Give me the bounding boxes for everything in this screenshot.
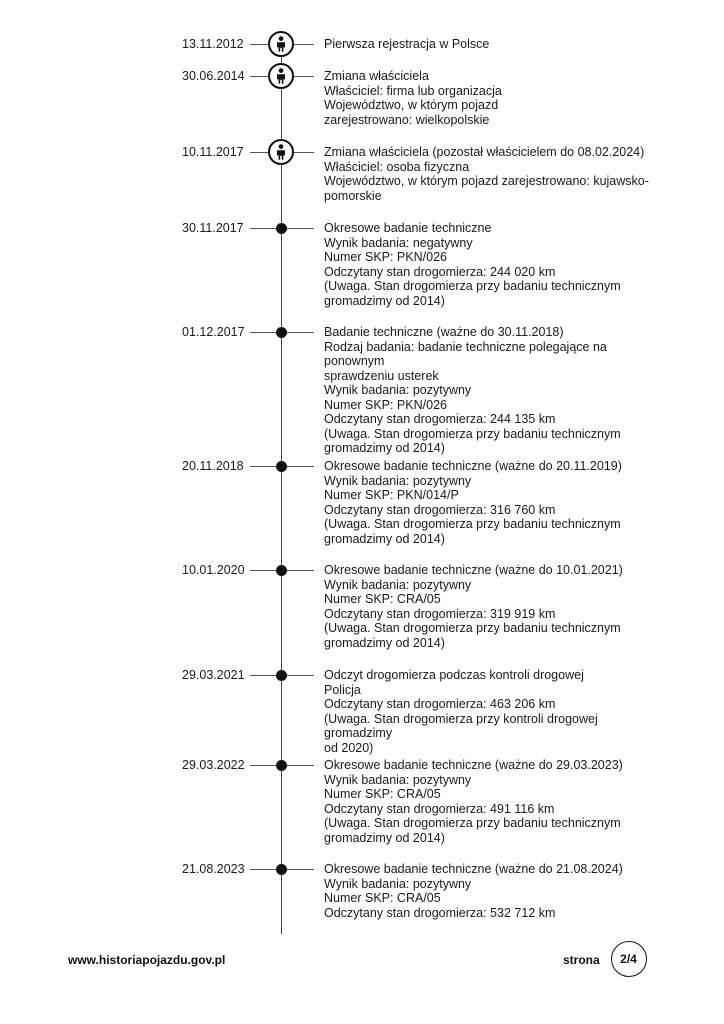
event-detail-line: Właściciel: osoba fizyczna — [324, 159, 470, 174]
event-detail-line: Odczytany stan drogomierza: 463 206 km — [324, 697, 556, 711]
page-number: 2/4 — [620, 952, 637, 966]
event-date: 29.03.2022 — [182, 758, 245, 772]
event-detail-line: (Uwaga. Stan drogomierza przy badaniu technicznym — [324, 279, 621, 293]
event-details — [324, 325, 669, 456]
event-dot — [276, 327, 287, 338]
event-detail-line: Numer SKP: CRA/05 — [324, 891, 441, 905]
event-detail-line: Okresowe badanie techniczne (ważne do 21.08.2024) — [324, 862, 623, 876]
timeline-axis — [281, 44, 282, 934]
event-details — [324, 758, 669, 845]
event-date: 13.11.2012 — [182, 37, 244, 51]
event-detail-line: Zmiana właściciela — [324, 69, 429, 83]
event-detail-line: Odczytany stan drogomierza: 532 712 km — [324, 905, 556, 920]
event-details — [324, 459, 669, 546]
event-detail-line: Numer SKP: CRA/05 — [324, 787, 441, 801]
event-detail-line: (Uwaga. Stan drogomierza przy badaniu technicznym — [324, 517, 621, 531]
footer-url-link[interactable]: www.historiapojazdu.gov.pl — [68, 953, 226, 967]
event-details — [324, 862, 669, 920]
event-detail-line: gromadzimy od 2014) — [324, 531, 445, 546]
event-date: 10.01.2020 — [182, 563, 245, 577]
event-detail-line: Numer SKP: CRA/05 — [324, 592, 441, 606]
event-detail-line: Numer SKP: PKN/014/P — [324, 488, 459, 502]
event-detail-line: (Uwaga. Stan drogomierza przy badaniu technicznym — [324, 426, 621, 441]
event-details — [324, 668, 669, 755]
event-detail-line: zarejestrowano: wielkopolskie — [324, 112, 490, 127]
event-detail-line: Numer SKP: PKN/026 — [324, 397, 447, 412]
event-details — [324, 37, 669, 52]
event-dot — [276, 565, 287, 576]
event-detail-line: Województwo, w którym pojazd — [324, 98, 499, 112]
owner-icon — [268, 31, 294, 57]
footer-page-label: strona — [563, 953, 600, 967]
event-detail-line: Wynik badania: pozytywny — [324, 876, 472, 891]
event-detail-line: Zmiana właściciela (pozostał właścicielem do 08.02.2024) — [324, 145, 645, 159]
event-details — [324, 145, 669, 203]
event-detail-line: Badanie techniczne (ważne do 30.11.2018) — [324, 325, 564, 339]
event-detail-line: gromadzimy od 2014) — [324, 293, 445, 308]
event-detail-line: Pierwsza rejestracja w Polsce — [324, 37, 490, 51]
event-date: 29.03.2021 — [182, 668, 245, 682]
event-detail-line: Okresowe badanie techniczne (ważne do 20.11.2019) — [324, 459, 622, 473]
event-detail-line: Wynik badania: negatywny — [324, 235, 473, 250]
event-detail-line: Wynik badania: pozytywny — [324, 577, 472, 592]
event-details — [324, 69, 669, 127]
owner-icon — [268, 139, 294, 165]
event-detail-line: Okresowe badanie techniczne (ważne do 29.03.2023) — [324, 758, 623, 772]
event-detail-line: Wynik badania: pozytywny — [324, 772, 472, 787]
event-detail-line: (Uwaga. Stan drogomierza przy badaniu technicznym — [324, 621, 621, 635]
event-detail-line: Policja — [324, 682, 361, 697]
event-date: 30.11.2017 — [182, 221, 244, 235]
event-date: 21.08.2023 — [182, 862, 245, 876]
event-detail-line: Województwo, w którym pojazd zarejestrowano: kujawsko- — [324, 174, 649, 188]
event-dot — [276, 864, 287, 875]
event-detail-line: Odczytany stan drogomierza: 491 116 km — [324, 801, 555, 816]
event-detail-line: od 2020) — [324, 740, 374, 755]
event-detail-line: gromadzimy od 2014) — [324, 635, 445, 650]
event-detail-line: Właściciel: firma lub organizacja — [324, 83, 502, 98]
event-date: 30.06.2014 — [182, 69, 245, 83]
event-date: 20.11.2018 — [182, 459, 244, 473]
event-detail-line: (Uwaga. Stan drogomierza przy badaniu technicznym — [324, 816, 621, 830]
event-detail-line: Odczytany stan drogomierza: 244 020 km — [324, 264, 556, 279]
event-dot — [276, 461, 287, 472]
event-detail-line: Odczytany stan drogomierza: 244 135 km — [324, 412, 556, 426]
event-dot — [276, 223, 287, 234]
event-detail-line: (Uwaga. Stan drogomierza przy kontroli drogowej gromadzimy — [324, 711, 598, 740]
event-detail-line: Odczytany stan drogomierza: 316 760 km — [324, 502, 556, 517]
event-detail-line: gromadzimy od 2014) — [324, 441, 445, 455]
event-dot — [276, 670, 287, 681]
event-detail-line: pomorskie — [324, 188, 382, 203]
event-detail-line: Rodzaj badania: badanie techniczne polegające na ponownym — [324, 339, 607, 368]
event-detail-line: Wynik badania: pozytywny — [324, 473, 472, 488]
event-detail-line: sprawdzeniu usterek — [324, 368, 439, 383]
event-details — [324, 563, 669, 650]
event-date: 10.11.2017 — [182, 145, 244, 159]
event-date: 01.12.2017 — [182, 325, 245, 339]
event-detail-line: Okresowe badanie techniczne (ważne do 10.01.2021) — [324, 563, 623, 577]
page-number-badge — [611, 941, 647, 977]
event-detail-line: Wynik badania: pozytywny — [324, 383, 472, 397]
event-dot — [276, 760, 287, 771]
event-details — [324, 221, 669, 308]
event-detail-line: Odczytany stan drogomierza: 319 919 km — [324, 606, 556, 621]
event-detail-line: Odczyt drogomierza podczas kontroli drogowej — [324, 668, 584, 682]
event-detail-line: gromadzimy od 2014) — [324, 830, 445, 845]
event-detail-line: Okresowe badanie techniczne — [324, 221, 492, 235]
owner-icon — [268, 63, 294, 89]
event-detail-line: Numer SKP: PKN/026 — [324, 250, 447, 264]
